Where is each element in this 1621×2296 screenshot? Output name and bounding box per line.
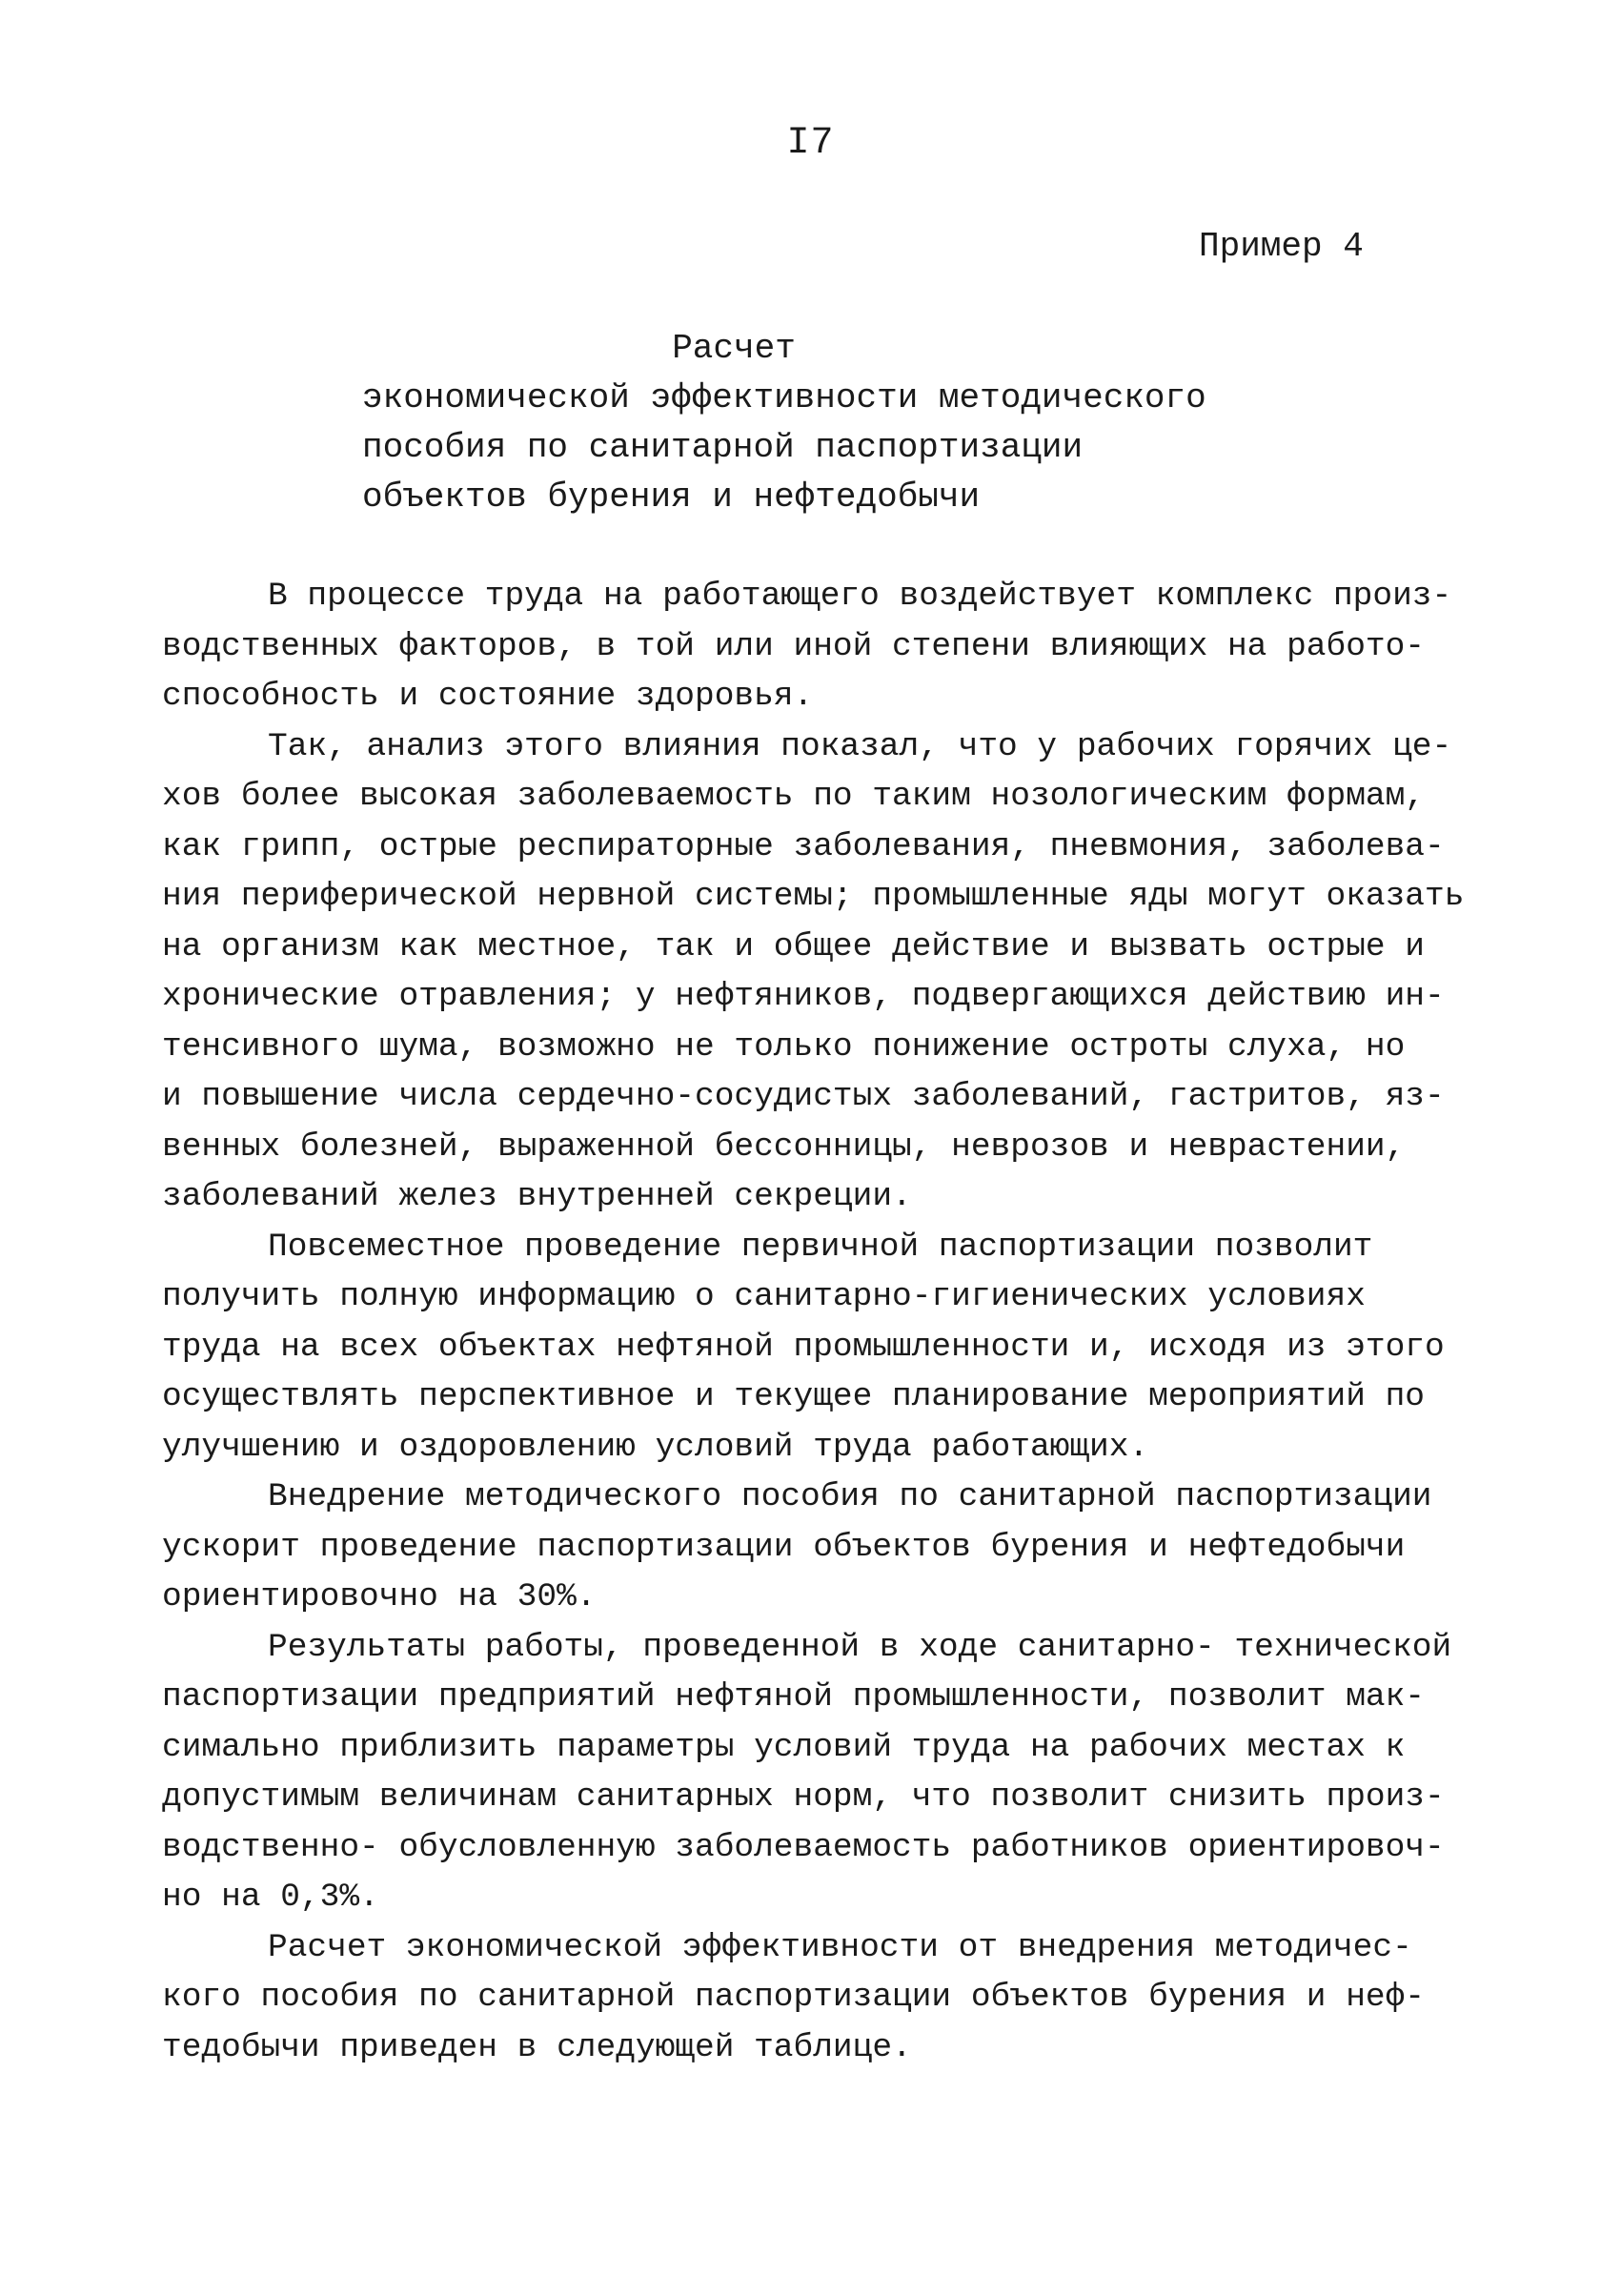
text-line: водственных факторов, в той или иной степени влияющих на работо- (162, 627, 1426, 665)
text-line: Повсеместное проведение первичной паспортизации позволит (268, 1228, 1373, 1266)
example-label: Пример 4 (1199, 227, 1364, 266)
text-line: кого пособия по санитарной паспортизации объектов бурения и неф- (162, 1979, 1426, 2016)
text-line: симально приблизить параметры условий труда на рабочих местах к (162, 1728, 1406, 1766)
text-line: Так, анализ этого влияния показал, что у рабочих горячих це- (268, 727, 1452, 765)
text-line: и повышение числа сердечно-сосудистых заболеваний, гастритов, яз- (162, 1078, 1445, 1115)
text-line: ориентировочно на 30%. (162, 1578, 597, 1615)
text-line: получить полную информацию о санитарно-гигиенических условиях (162, 1278, 1366, 1315)
text-line: хов более высокая заболеваемость по таким нозологическим формам, (162, 778, 1426, 815)
text-line: хронические отравления; у нефтяников, подвергающихся действию ин- (162, 978, 1445, 1015)
text-line: допустимым величинам санитарных норм, что позволит снизить произ- (162, 1778, 1445, 1816)
text-line: ния периферической нервной системы; промышленные яды могут оказать (162, 878, 1465, 915)
text-line: паспортизации предприятий нефтяной промышленности, позволит мак- (162, 1678, 1426, 1716)
paragraph (162, 1223, 1496, 1473)
title-line: пособия по санитарной паспортизации (362, 428, 1084, 467)
text-line: тенсивного шума, возможно не только понижение остроты слуха, но (162, 1027, 1406, 1066)
text-line: осуществлять перспективное и текущее планирование мероприятий по (162, 1378, 1426, 1415)
text-line: Расчет экономической эффективности от внедрения методичес- (268, 1928, 1412, 1966)
paragraph (162, 572, 1496, 722)
title-main: Расчет (672, 329, 796, 368)
text-line: венных болезней, выраженной бессонницы, неврозов и неврастении, (162, 1128, 1406, 1166)
text-line: улучшению и оздоровлению условий труда работающих. (162, 1428, 1149, 1466)
text-line: водственно- обусловленную заболеваемость работников ориентировоч- (162, 1828, 1445, 1866)
text-line: Результаты работы, проведенной в ходе санитарно- технической (268, 1628, 1452, 1666)
paragraph (162, 1473, 1496, 1623)
paragraph (162, 722, 1496, 1223)
page-number: I7 (786, 122, 835, 165)
text-line: труда на всех объектах нефтяной промышленности и, исходя из этого (162, 1328, 1445, 1366)
text-line: как грипп, острые респираторные заболевания, пневмония, заболева- (162, 827, 1445, 865)
title-line: объектов бурения и нефтедобычи (362, 477, 981, 517)
text-line: но на 0,3%. (162, 1879, 379, 1916)
text-line: тедобычи приведен в следующей таблице. (162, 2028, 912, 2066)
text-line: способность и состояние здоровья. (162, 678, 814, 715)
text-line: заболеваний желез внутренней секреции. (162, 1178, 912, 1215)
text-line: В процессе труда на работающего воздействует комплекс произ- (268, 578, 1452, 615)
paragraph (162, 1923, 1496, 2074)
document-title (362, 324, 1277, 522)
text-line: ускорит проведение паспортизации объектов бурения и нефтедобычи (162, 1528, 1406, 1566)
body-text (162, 572, 1496, 2073)
text-line: на организм как местное, так и общее действие и вызвать острые и (162, 927, 1426, 965)
text-line: Внедрение методического пособия по санитарной паспортизации (268, 1478, 1432, 1515)
title-line: экономической эффективности методического (362, 378, 1206, 417)
paragraph (162, 1623, 1496, 1923)
